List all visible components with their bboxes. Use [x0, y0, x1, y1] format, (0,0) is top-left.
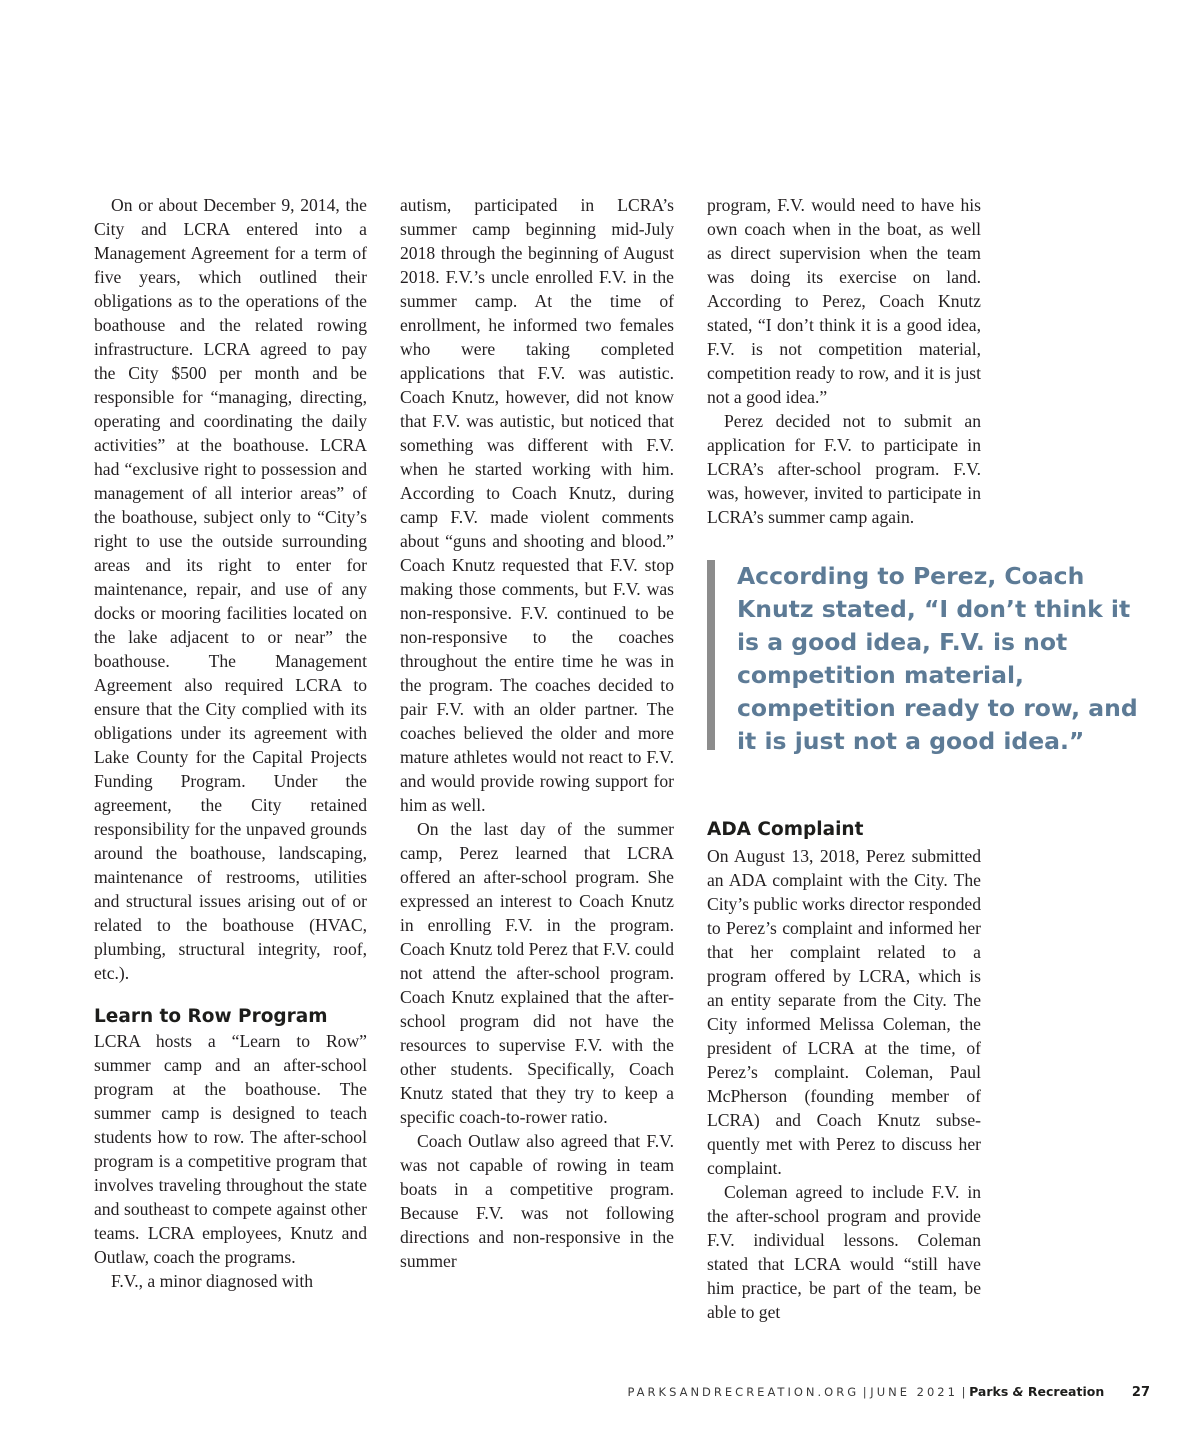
body-paragraph: Coleman agreed to include F.V. in the after-school program and provide F.V. individual lessons. Coleman stated that LCRA would “still have him practice, be part of the team, be able to get [707, 1182, 981, 1322]
body-paragraph: LCRA hosts a “Learn to Row” summer camp and an after-school program at the boathouse. The summer camp is designed to teach students how to row. The after-school program is a competitive program that involves traveling throughout the state and southeast to compete against other teams. LCRA employees, Knutz and Outlaw, coach the programs. [94, 1031, 367, 1267]
footer-magazine: Parks & Recreation [969, 1384, 1105, 1399]
pull-quote [707, 560, 1157, 755]
article-column-3 [707, 193, 981, 529]
body-paragraph: F.V., a minor diagnosed with [111, 1271, 314, 1291]
footer-separator: | [961, 1385, 966, 1399]
footer-issue: JUNE 2021 [870, 1385, 958, 1399]
page-number: 27 [1131, 1385, 1150, 1400]
footer-site: PARKSANDRECREATION.ORG [627, 1385, 860, 1399]
body-paragraph: Coach Outlaw also agreed that F.V. was not capable of rowing in team boats in a competitive program. Because F.V. was not following directions and non-responsive in the summer [400, 1131, 674, 1271]
page-footer [627, 1384, 1150, 1400]
article-column-1 [94, 193, 367, 1293]
section-heading-ada-complaint: ADA Complaint [707, 819, 864, 840]
article-column-3-continued [707, 844, 981, 1324]
footer-separator: | [862, 1385, 867, 1399]
body-paragraph: program, F.V. would need to have his own coach when in the boat, as well as direct supervision when the team was doing its exercise on land. According to Perez, Coach Knutz stated, “I don’t think it is a good idea, F.V. is not competition material, competition ready to row, and it is just not a good idea.” [707, 195, 981, 407]
body-paragraph: On August 13, 2018, Perez submitted an ADA complaint with the City. The City’s public works director responded to Perez’s complaint and informed her that her complaint related to a program offered by LCRA, which is an entity separate from the City. The City informed Melissa Coleman, the president of LCRA at the time, of Perez’s complaint. Coleman, Paul McPherson (founding member of LCRA) and Coach Knutz subsequently met with Perez to discuss her complaint. [707, 846, 981, 1178]
body-paragraph: autism, participated in LCRA’s summer camp beginning mid-July 2018 through the beginning of August 2018. F.V.’s uncle enrolled F.V. in the summer camp. At the time of enrollment, he informed two females who were taking completed applications that F.V. was autistic. Coach Knutz, however, did not know that F.V. was autistic, but noticed that something was different with F.V. when he started working with him. According to Coach Knutz, during camp F.V. made violent comments about “guns and shooting and blood.” Coach Knutz requested that F.V. stop making those comments, but F.V. was non-responsive. F.V. continued to be non-responsive to the coaches throughout the entire time he was in the program. The coaches decided to pair F.V. with an older partner. The coaches believed the older and more mature athletes would not react to F.V. and would provide rowing support for him as well. [400, 195, 674, 815]
body-paragraph: Perez decided not to submit an application for F.V. to participate in LCRA’s after-school program. F.V. was, however, invited to participate in LCRA’s summer camp again. [707, 411, 981, 527]
body-paragraph: On the last day of the summer camp, Perez learned that LCRA offered an after-school program. She expressed an interest to Coach Knutz in enrolling F.V. in the program. Coach Knutz told Perez that F.V. could not attend the after-school program. Coach Knutz explained that the after-school program did not have the resources to supervise F.V. with the other students. Specifically, Coach Knutz stated that they try to keep a specific coach-to-rower ratio. [400, 819, 674, 1127]
article-column-2 [400, 193, 674, 1273]
body-paragraph: On or about December 9, 2014, the City and LCRA entered into a Management Agreement for a term of five years, which outlined their obligations as to the operations of the boathouse and the related rowing infrastructure. LCRA agreed to pay the City $500 per month and be responsible for “managing, directing, operating and coordinating the daily activities” at the boathouse. LCRA had “exclusive right to possession and management of all interior areas” of the boathouse, subject only to “City’s right to use the outside surrounding areas and its right to enter for maintenance, repair, and use of any docks or mooring facilities located on the lake adjacent to or near” the boathouse. The Management Agreement also required LCRA to ensure that the City complied with its obligations under its agreement with Lake County for the Capital Projects Funding Program. Under the agreement, the City retained responsibility for the unpaved grounds around the boathouse, landscaping, maintenance of restrooms, utilities and structural issues arising out of or related to the boathouse (HVAC, plumbing, structural integrity, roof, etc.). [94, 195, 367, 983]
section-heading-learn-to-row: Learn to Row Program [94, 1006, 328, 1027]
pull-quote-text: According to Perez, Coach Knutz stated, “I don’t think it is a good idea, F.V. is not competition material, competition ready to row, and it is just not a good idea.” [737, 562, 1138, 755]
